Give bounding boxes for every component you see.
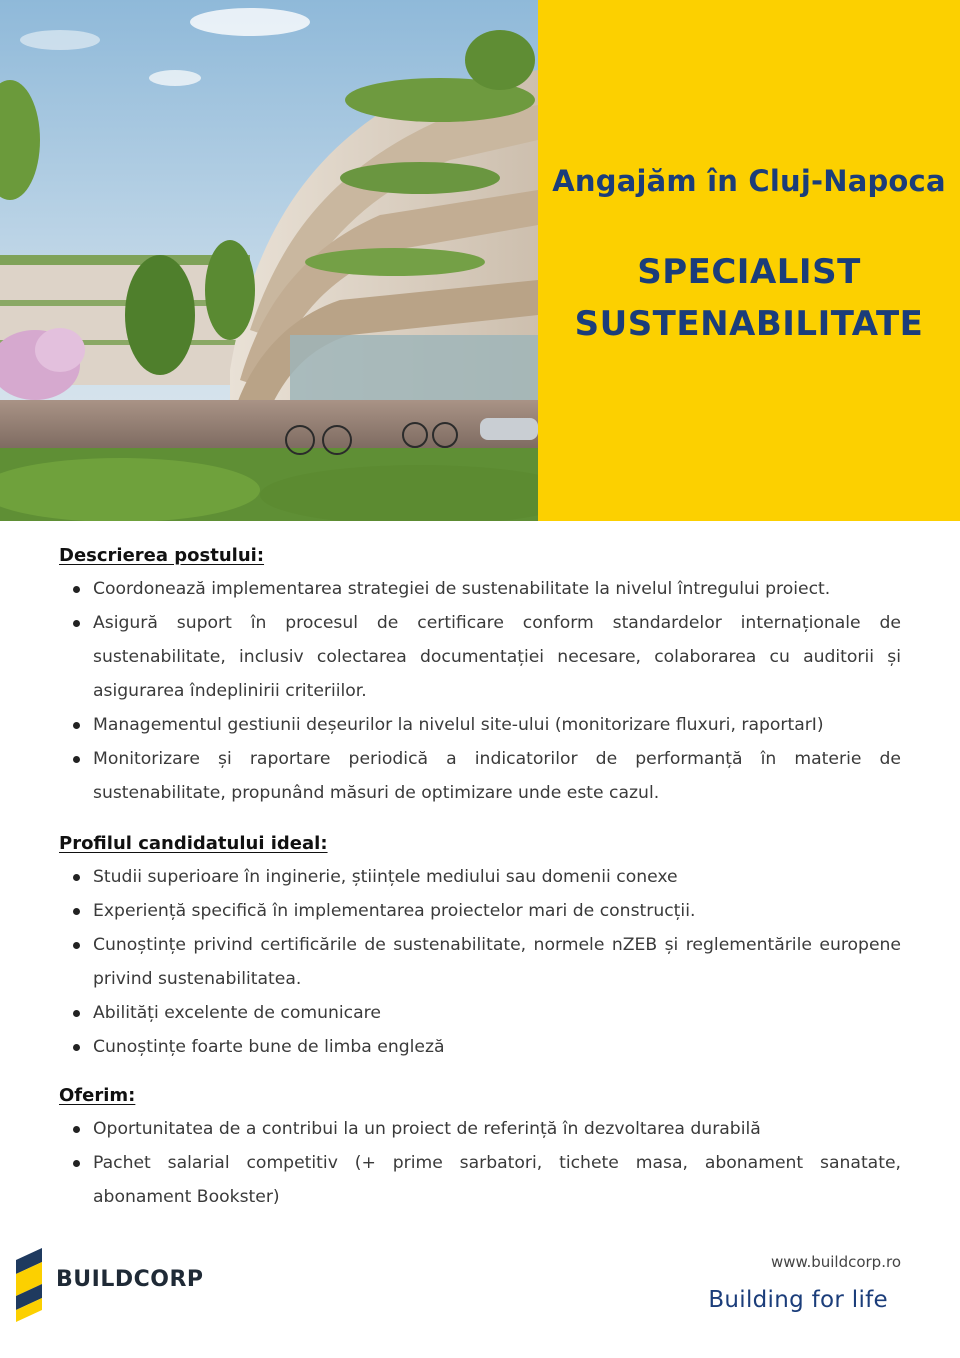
list-item-text: Oportunitatea de a contribui la un proiect de referință în dezvoltarea durabilă <box>93 1119 761 1139</box>
bullet-icon <box>73 1126 80 1133</box>
bullet-icon <box>73 756 80 763</box>
description-heading: Descrierea postului: <box>59 545 265 566</box>
buildcorp-logo <box>14 1248 204 1322</box>
bullet-icon <box>73 1044 80 1051</box>
bullet-icon <box>73 942 80 949</box>
list-item-text: Managementul gestiunii deșeurilor la nivelul site-ului (monitorizare fluxuri, raportarI) <box>93 715 824 735</box>
list-item <box>59 996 901 1030</box>
job-title-line-1: SPECIALIST <box>637 252 861 292</box>
title-panel <box>538 0 960 521</box>
list-item <box>59 894 901 928</box>
offer-list <box>59 1112 901 1214</box>
list-item <box>59 572 901 606</box>
bullet-icon <box>73 586 80 593</box>
list-item <box>59 606 901 708</box>
hiring-location-heading: Angajăm în Cluj-Napoca <box>552 164 946 198</box>
list-item-text: Studii superioare în inginerie, științele mediului sau domenii conexe <box>93 867 678 887</box>
website-link[interactable]: www.buildcorp.ro <box>771 1253 901 1271</box>
list-item-text: Cunoștințe foarte bune de limba engleză <box>93 1037 445 1057</box>
list-item <box>59 1030 901 1064</box>
bullet-icon <box>73 874 80 881</box>
tagline: Building for life <box>708 1287 888 1313</box>
buildcorp-logo-icon <box>14 1248 46 1322</box>
list-item <box>59 1146 901 1214</box>
list-item-text: Coordonează implementarea strategiei de sustenabilitate la nivelul întregului proiect. <box>93 579 831 599</box>
logo-wordmark: BUILDCORP <box>56 1267 204 1292</box>
offer-heading: Oferim: <box>59 1085 136 1106</box>
list-item-text: Cunoștințe privind certificările de sustenabilitate, normele nZEB și reglementările europene privind sustenabilitatea. <box>93 935 901 989</box>
list-item <box>59 708 901 742</box>
job-title <box>538 246 960 350</box>
profile-section <box>59 828 901 1064</box>
list-item-text: Abilități excelente de comunicare <box>93 1003 381 1023</box>
bullet-icon <box>73 620 80 627</box>
bullet-icon <box>73 1160 80 1167</box>
list-item <box>59 860 901 894</box>
description-section <box>59 540 901 810</box>
list-item-text: Asigură suport în procesul de certificare conform standardelor internaționale de sustenabilitate, inclusiv colectarea documentației necesare, colaborarea cu auditorii și asigurarea îndeplinirii criteriilor. <box>93 613 901 701</box>
list-item-text: Experiență specifică în implementarea proiectelor mari de construcții. <box>93 901 696 921</box>
list-item-text: Pachet salarial competitiv (+ prime sarbatori, tichete masa, abonament sanatate, abonament Bookster) <box>93 1153 901 1207</box>
bullet-icon <box>73 908 80 915</box>
list-item-text: Monitorizare și raportare periodică a indicatorilor de performanță în materie de sustenabilitate, propunând măsuri de optimizare unde este cazul. <box>93 749 901 803</box>
offer-section <box>59 1080 901 1214</box>
list-item <box>59 928 901 996</box>
description-list <box>59 572 901 810</box>
list-item <box>59 742 901 810</box>
job-title-line-2: SUSTENABILITATE <box>574 304 924 344</box>
bullet-icon <box>73 1010 80 1017</box>
profile-list <box>59 860 901 1064</box>
list-item <box>59 1112 901 1146</box>
job-details <box>59 540 901 1214</box>
hero-image <box>0 0 538 521</box>
building-rendering-image <box>0 0 538 521</box>
bullet-icon <box>73 722 80 729</box>
profile-heading: Profilul candidatului ideal: <box>59 833 328 854</box>
